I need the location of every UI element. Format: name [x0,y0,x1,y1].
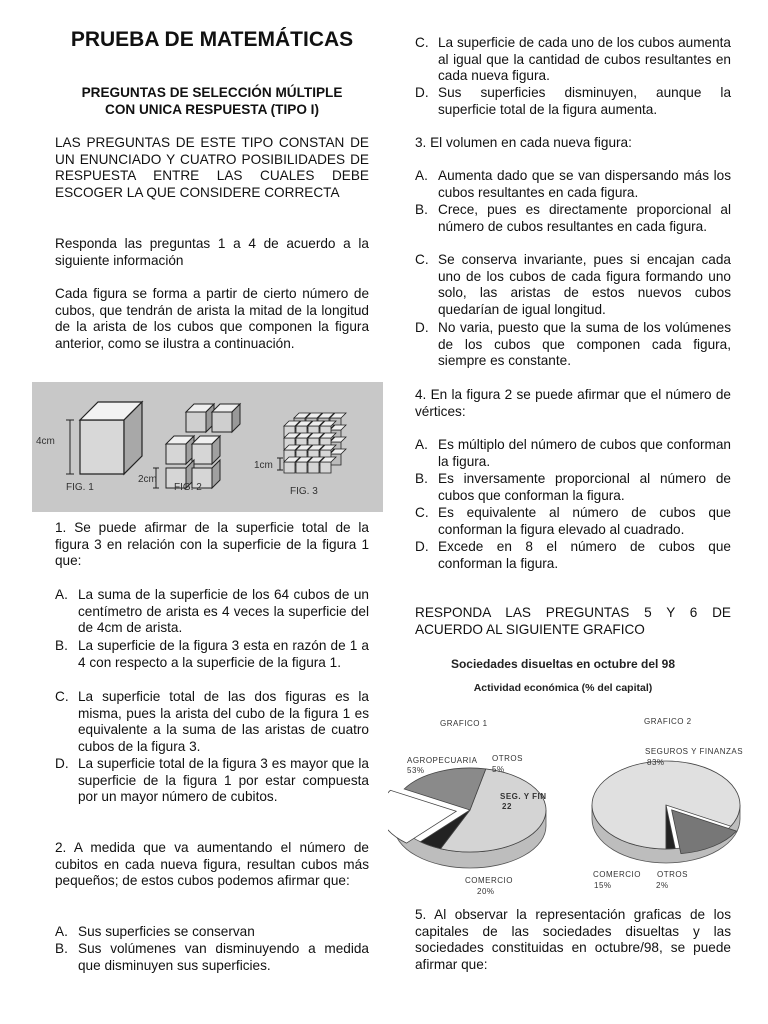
q4-option-d: D. Excede en 8 el número de cubos que conforman la figura. [415,539,731,571]
chart-title: Sociedades disueltas en octubre del 98 [450,657,676,671]
q1-option-a: A. La suma de la superficie de los 64 cubos de un centímetro de arista es 4 veces la superficie del de 4cm de arista. [55,587,369,636]
fig1-cube-front [80,420,124,474]
q2-option-c: C. La superficie de cada uno de los cubos aumenta al igual que la cantidad de cubos resultantes en cada nueva figura. [415,35,731,84]
fig2-cubes [166,404,240,488]
pie2-value-otros: 2% [656,881,669,890]
q1-option-c: C. La superficie total de las dos figuras es la misma, pues la arista del cubo de la figura 1 es equivalente a la suma de las aristas de cuatro cubos de la figura 3. [55,689,369,754]
fig3-label: FIG. 3 [290,486,318,497]
cubes-illustration [32,382,383,512]
subtitle-line-2: CON UNICA RESPUESTA (TIPO I) [105,102,319,117]
pie1-label-otros: OTROS [492,754,523,763]
instruction-paragraph: Responda las preguntas 1 a 4 de acuerdo a la siguiente información [55,236,369,268]
pie1-label-comercio: COMERCIO [465,876,513,885]
fig3-small-cube [284,462,295,473]
pie1-value-seg: 22 [502,802,512,811]
pie-charts [388,650,748,900]
section-heading-q5-q6: RESPONDA LAS PREGUNTAS 5 Y 6 DE ACUERDO AL SIGUIENTE GRAFICO [415,605,731,637]
intro-paragraph: LAS PREGUNTAS DE ESTE TIPO CONSTAN DE UN ENUNCIADO Y CUATRO POSIBILIDADES DE RESPUESTA ENTRE LAS CUALES DEBE ESCOGER LA QUE CONSIDERE CORRECTA [55,135,369,200]
question-3: 3. El volumen en cada nueva figura: [415,135,632,150]
pie1-label-agropecuaria: AGROPECUARIA [407,756,478,765]
dim-2cm: 2cm [138,474,157,485]
fig3-small-cube [320,462,331,473]
q3-option-a: A. Aumenta dado que se van dispersando más los cubos resultantes en cada figura. [415,168,731,200]
dim-1cm: 1cm [254,460,273,471]
pie1-value-otros: 5% [492,765,505,774]
pie-charts-svg [388,650,748,900]
q2-option-b: B. Sus volúmenes van disminuyendo a medida que disminuyen sus superficies. [55,941,369,973]
fig2-label: FIG. 2 [174,482,202,493]
cubes-figure [32,382,383,512]
subtitle-line-1: PREGUNTAS DE SELECCIÓN MÚLTIPLE [81,85,343,100]
fig1-label: FIG. 1 [66,482,94,493]
chart1-label: GRAFICO 1 [440,719,488,728]
q4-option-a: A. Es múltiplo del número de cubos que conforman la figura. [415,437,731,469]
chart-subtitle: Actividad económica (% del capital) [473,682,653,694]
section-subtitle [55,84,369,118]
question-1: 1. Se puede afirmar de la superficie total de la figura 3 en relación con la superficie de la figura 1 que: [55,520,369,569]
chart2-label: GRAFICO 2 [644,717,692,726]
fig3-small-cube [308,462,319,473]
q3-option-d: D. No varia, puesto que la suma de los volúmenes de los cubos que componen cada figura, siempre es constante. [415,320,731,369]
q3-option-c: C. Se conserva invariante, pues si encajan cada uno de los cubos de cada figura formando uno solo, las aristas de estos nuevos cubos quedarían de igual longitud. [415,252,731,317]
question-2: 2. A medida que va aumentando el número de cubitos en cada nueva figura, resultan cubos más pequeños; de estos cubos podemos afirmar que: [55,840,369,889]
pie2-value-seguros: 83% [647,758,665,767]
pie1-label-seg: SEG. Y FIN [500,792,547,801]
pie-chart-2 [592,761,740,863]
pie1-value-comercio: 20% [477,887,495,896]
page-title: PRUEBA DE MATEMÁTICAS [70,28,354,51]
q4-option-b: B. Es inversamente proporcional al número de cubos que conforman la figura. [415,471,731,503]
context-paragraph: Cada figura se forma a partir de cierto número de cubos, que tendrán de arista la mitad de la longitud de la arista de los cubos que componen la figura anterior, como se ilustra a continuación. [55,286,369,351]
q2-option-d: D. Sus superficies disminuyen, aunque la superficie total de la figura aumenta. [415,85,731,117]
q1-option-b: B. La superficie de la figura 3 esta en razón de 1 a 4 con respecto a la superficie de la figura 1. [55,638,369,670]
question-4: 4. En la figura 2 se puede afirmar que el número de vértices: [415,387,731,419]
fig3-cubes [284,413,346,473]
dim-4cm: 4cm [36,436,55,447]
pie-chart-1 [388,768,546,868]
question-5: 5. Al observar la representación graficas de los capitales de las sociedades disueltas y las sociedades constituidas en octubre/98, se puede afirmar que: [415,907,731,972]
pie2-label-comercio: COMERCIO [593,870,641,879]
q4-option-c: C. Es equivalente al número de cubos que conforman la figura elevado al cuadrado. [415,505,731,537]
pie1-value-agropecuaria: 53% [407,766,425,775]
q3-option-b: B. Crece, pues es directamente proporcional al número de cubos resultantes en cada figura. [415,202,731,234]
q2-option-a: A. Sus superficies se conservan [55,924,255,939]
pie2-value-comercio: 15% [594,881,612,890]
fig3-small-cube [296,462,307,473]
pie2-label-seguros: SEGUROS Y FINANZAS [645,747,744,756]
q1-option-d: D. La superficie total de la figura 3 es mayor que la superficie de la figura 1 por estar compuesta por un mayor número de cubitos. [55,756,369,805]
pie2-label-otros: OTROS [657,870,688,879]
